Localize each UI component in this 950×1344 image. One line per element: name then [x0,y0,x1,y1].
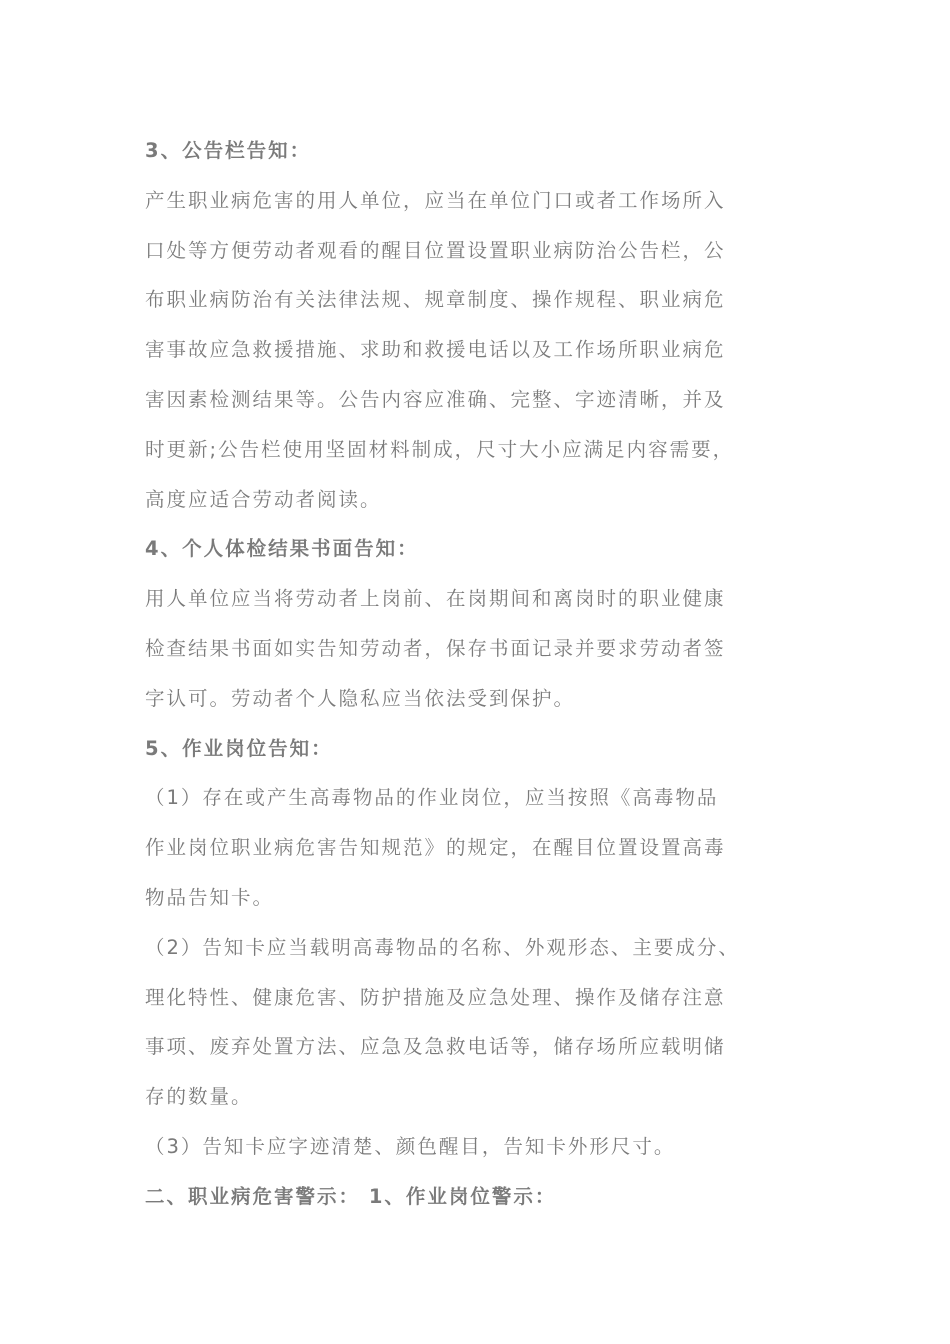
section-4-heading: 4、个人体检结果书面告知： [145,537,419,561]
section-5-item-2-line: 存的数量。 [145,1085,253,1109]
section-4-line: 检查结果书面如实告知劳动者，保存书面记录并要求劳动者签 [145,636,726,660]
section-3-line: 害事故应急救援措施、求助和救援电话以及工作场所职业病危 [145,338,726,362]
section-4-line: 字认可。劳动者个人隐私应当依法受到保护。 [145,686,576,710]
part-2-heading: 二、职业病危害警示： [145,1184,361,1208]
part-2-subheading: 1、作业岗位警示： [368,1184,557,1208]
section-3-line: 口处等方便劳动者观看的醒目位置设置职业病防治公告栏，公 [145,238,726,262]
section-3-heading: 3、公告栏告知： [145,139,312,162]
section-5-item-2-line: （2）告知卡应当载明高毒物品的名称、外观形态、主要成分、 [145,935,740,959]
document-body [145,126,815,1222]
section-3-line: 高度应适合劳动者阅读。 [145,487,382,511]
section-5-item-2-line: 事项、废弃处置方法、应急及急救电话等，储存场所应载明储 [145,1035,726,1059]
part-2-heading-line [145,1172,815,1222]
section-3-line: 害因素检测结果等。公告内容应准确、完整、字迹清晰，并及 [145,387,726,411]
section-4-line: 用人单位应当将劳动者上岗前、在岗期间和离岗时的职业健康 [145,587,726,611]
section-3-line: 产生职业病危害的用人单位，应当在单位门口或者工作场所入 [145,188,726,212]
section-5-item-2-line: 理化特性、健康危害、防护措施及应急处理、操作及储存注意 [145,985,726,1009]
section-5-heading: 5、作业岗位告知： [145,736,333,760]
section-5-item-1-line: 作业岗位职业病危害告知规范》的规定，在醒目位置设置高毒 [145,836,726,860]
section-3-line: 布职业病防治有关法律法规、规章制度、操作规程、职业病危 [145,288,726,312]
section-3-line: 时更新;公告栏使用坚固材料制成，尺寸大小应满足内容需要， [145,437,735,461]
section-5-item-1-line: （1）存在或产生高毒物品的作业岗位，应当按照《高毒物品 [145,786,719,810]
section-5-item-3-line: （3）告知卡应字迹清楚、颜色醒目，告知卡外形尺寸。 [145,1134,676,1158]
section-5-item-1-line: 物品告知卡。 [145,885,275,909]
